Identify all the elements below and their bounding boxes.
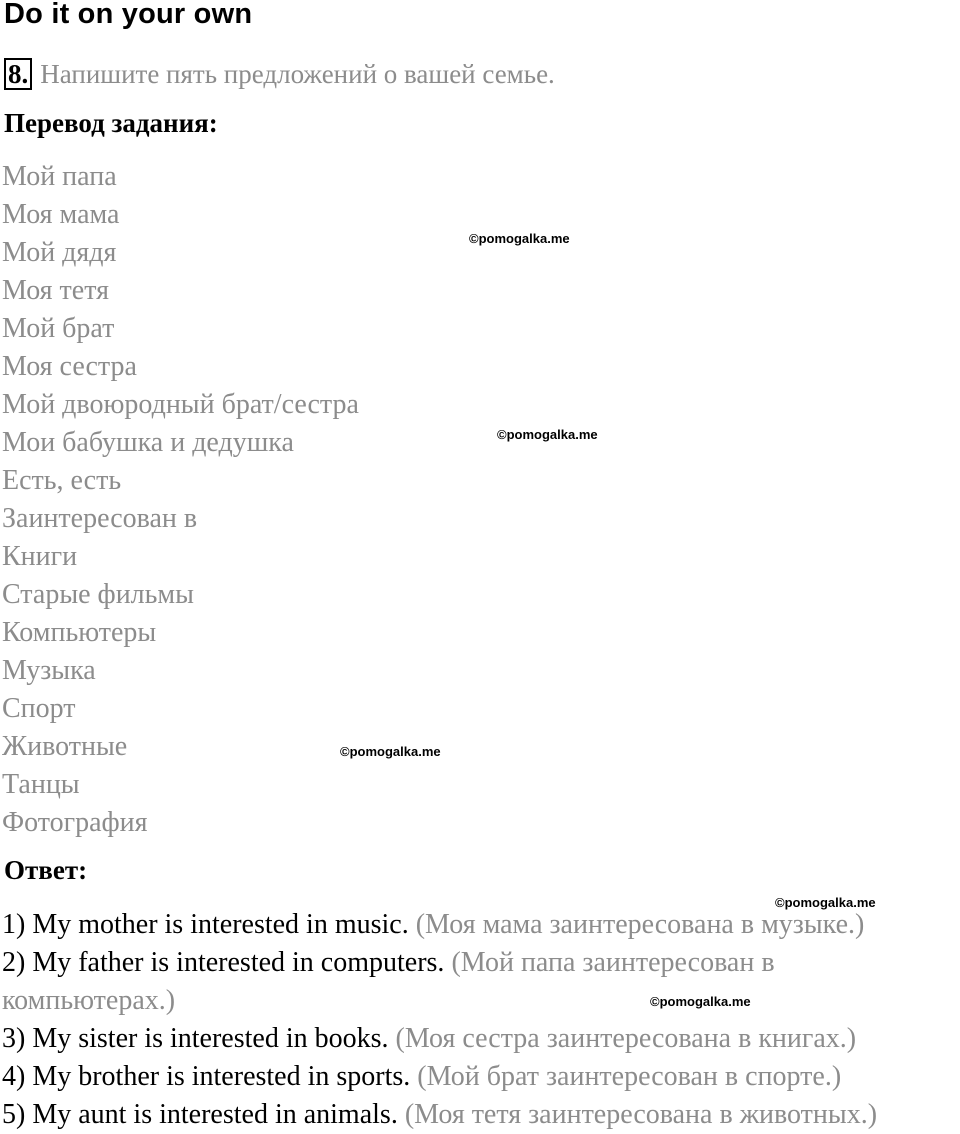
- list-item: Моя мама: [2, 199, 120, 230]
- list-item: Танцы: [2, 769, 80, 800]
- answer-russian: (Моя сестра заинтересована в книгах.): [395, 1023, 857, 1054]
- list-item: Мои бабушка и дедушка: [2, 427, 294, 458]
- task-text: Напишите пять предложений о вашей семье.: [40, 59, 555, 89]
- answer-english: 5) My aunt is interested in animals.: [2, 1099, 398, 1130]
- section-heading: Do it on your own: [4, 0, 253, 30]
- list-item: Старые фильмы: [2, 579, 194, 610]
- list-item: Заинтересован в: [2, 503, 198, 534]
- list-item: Мой двоюродный брат/сестра: [2, 389, 359, 420]
- answer-list: [2, 906, 957, 1134]
- list-item: Книги: [2, 541, 78, 572]
- answer-english: 4) My brother is interested in sports.: [2, 1061, 411, 1092]
- answer-item: [2, 1020, 957, 1058]
- answer-english: 3) My sister is interested in books.: [2, 1023, 389, 1054]
- answer-english: 2) My father is interested in computers.: [2, 947, 445, 978]
- list-item: Мой дядя: [2, 237, 117, 268]
- answer-russian: (Моя тетя заинтересована в животных.): [404, 1099, 878, 1130]
- list-item: Музыка: [2, 655, 96, 686]
- answer-item: [2, 906, 957, 944]
- answer-russian: (Моя мама заинтересована в музыке.): [415, 909, 865, 940]
- answer-item: [2, 1058, 957, 1096]
- list-item: Компьютеры: [2, 617, 157, 648]
- answer-english: 1) My mother is interested in music.: [2, 909, 409, 940]
- list-item: Животные: [2, 731, 128, 762]
- answer-item: [2, 1096, 957, 1134]
- task-line: [4, 57, 555, 91]
- translation-heading: Перевод задания:: [4, 108, 218, 138]
- answer-heading: Ответ:: [4, 855, 88, 885]
- list-item: Фотография: [2, 807, 148, 838]
- list-item: Мой папа: [2, 161, 117, 192]
- watermark: ©pomogalka.me: [650, 994, 751, 1009]
- list-item: Спорт: [2, 693, 76, 724]
- watermark: ©pomogalka.me: [497, 427, 598, 442]
- task-number-box: 8.: [4, 58, 32, 90]
- list-item: Моя тетя: [2, 275, 109, 306]
- watermark: ©pomogalka.me: [775, 895, 876, 910]
- watermark: ©pomogalka.me: [340, 744, 441, 759]
- answer-russian: (Мой папа заинтересован в: [451, 947, 775, 978]
- answer-item-continuation: [2, 982, 957, 1020]
- answer-russian: компьютерах.): [2, 985, 176, 1016]
- list-item: Моя сестра: [2, 351, 137, 382]
- answer-item: [2, 944, 957, 982]
- list-item: Есть, есть: [2, 465, 122, 496]
- list-item: Мой брат: [2, 313, 115, 344]
- watermark: ©pomogalka.me: [469, 231, 570, 246]
- vocabulary-list: [2, 158, 359, 842]
- answer-russian: (Мой брат заинтересован в спорте.): [417, 1061, 842, 1092]
